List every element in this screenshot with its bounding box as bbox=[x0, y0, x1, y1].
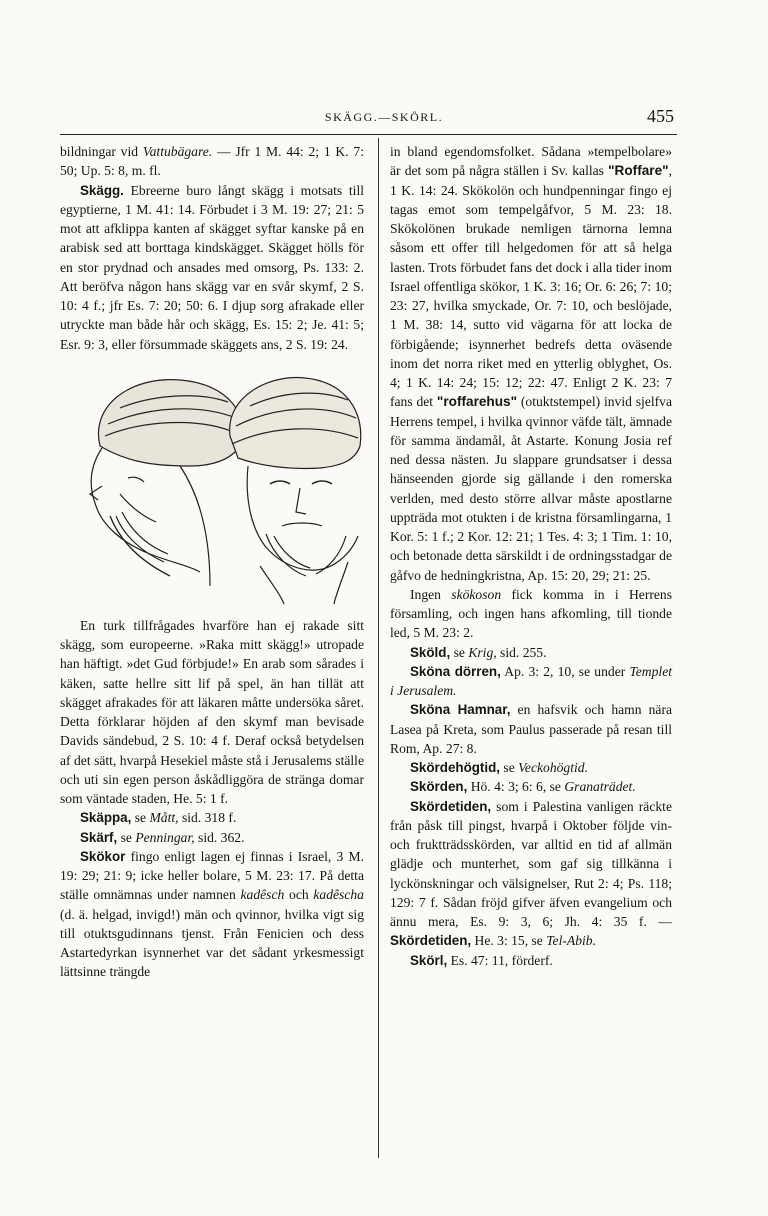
headword: Skördetiden, bbox=[390, 933, 472, 949]
headword: Sköna Hamnar, bbox=[410, 702, 511, 718]
headword: Sköna dörren, bbox=[410, 663, 501, 679]
entry-skappa: Skäppa, se Mått, sid. 318 f. bbox=[80, 810, 237, 826]
paragraph: bildningar vid Vattubägare. — Jfr 1 M. 44: 2; 1 K. 7: 50; Up. 5: 8, m. fl. bbox=[60, 144, 365, 179]
headword: Skörl, bbox=[410, 952, 448, 968]
paragraph: in bland egendomsfolket. Sådana »tempelbolare» är det som på några ställen i Sv. kallas "Roffare", 1 K. 14: 24. Skökolön och hundpenningar fingo ej tagas emot som tempelgåfvor, 5 M. 23: 18. Skökolönen brukade nemligen tärnorna lemna såsom ett offer till helgedomen för att så helga lasten. Trots förbudet fans det dock i alla tider inom Israel offentliga skökor, 1 K. 3: 16; Or. 6: 26; 7: 10; 23: 27, hvilka smyckade, Or. 7: 10, och beslöjade, 1 M. 38: 14, sutto vid vägarna för att locka de förbigående; isynnerhet bedrefs detta oväsende inom det norra riket med en ytterlig oblyghet, Os. 4; 1 K. 14: 24; 15: 12; 22: 47. Enligt 2 K. 23: 7 fans det "roffarehus" (otuktstempel) invid sjelfva Herrens tempel, i hvilka qvinnor väfde tält, ämnade för samma ändamål, åt Astarte. Konung Josia ref ned dessa nästen. Ju slappare grundsatser i dessa hänseenden gjorde sig gällande i den romerska verlden, med desto större allvar måste apostlarne uppträda mot otukten i de kristna församlingarna, 1 Kor. 5: 1 f.; 2 Kor. 12: 21; 1 Tes. 4: 3; 1 Tim. 1: 10, och betonade detta särskildt i de ordningsstadgar de gåfvo de hedningkristna, Ap. 15: 20, 29; 21: 25. bbox=[390, 144, 672, 583]
headword: Skörden, bbox=[410, 779, 468, 795]
paragraph: Ingen skökoson fick komma in i Herrens församling, och ingen hans afkomling, till tionde led, 5 M. 23: 2. bbox=[390, 586, 672, 641]
entry-skorden: Skörden, Hö. 4: 3; 6: 6, se Granaträdet. bbox=[410, 779, 636, 795]
entry-skorl: Skörl, Es. 47: 11, förderf. bbox=[410, 952, 553, 968]
left-column bbox=[60, 142, 364, 982]
entry-skold: Sköld, se Krig, sid. 255. bbox=[410, 644, 547, 660]
headword: Skökor bbox=[80, 848, 126, 864]
headword: Skärf, bbox=[80, 829, 118, 845]
page-number: 455 bbox=[647, 106, 674, 126]
headword: Skördetiden, bbox=[410, 798, 492, 814]
illustration-turbaned-men bbox=[60, 366, 364, 606]
paragraph: En turk tillfrågades hvarföre han ej rakade sitt skägg, som europeerne. »Raka mitt skägg!» utropade han häftigt. »det Gud förbjude!» En arab som sårades i käken, satte hellre sitt lif på spel, än han tillät att skägget afrakades för att läkaren måtte undersöka såret. Detta förklarar höjden af den skymf man bevisade Davids sändebud, 2 S. 10: 4 f. Deraf också betydelsen af det sätt, hvarpå Hesekiel måste stå i Jerusalems ställe och uti sin egen person åskådliggöra de stränga domar som väntade staden, He. 5: 1 f. bbox=[60, 617, 364, 806]
column-divider bbox=[378, 138, 379, 1158]
headword: Skördehögtid, bbox=[410, 760, 501, 775]
headword: Skäppa, bbox=[80, 810, 132, 826]
entry-skordetiden: Skördetiden, som i Palestina vanligen räckte från påsk till pingst, hvarpå i Oktober följde vin- och fruktträdsskörden, var alltid en tid af allmän glädje och munterhet, som gaf sig tillkänna i lyckönskningar och välsignelser, Rut 2: 4; Ps. 118; 129: 7 f. Sådan fröjd gifver äfven evangelium och ännu mera, Es. 9: 3, 6; Jh. 4: 35 f. — Skördetiden, He. 3: 15, se Tel-Abib. bbox=[390, 798, 672, 949]
entry-skona-dorren: Sköna dörren, Ap. 3: 2, 10, se under Templet i Jerusalem. bbox=[390, 663, 672, 698]
header-rule bbox=[60, 134, 677, 135]
right-column bbox=[390, 142, 672, 970]
entry-skona-hamnar: Sköna Hamnar, en hafsvik och hamn nära Lasea på Kreta, som Paulus passerade på resan till Rom, Ap. 27: 8. bbox=[390, 702, 673, 756]
entry-skokor: Skökor fingo enligt lagen ej finnas i Israel, 3 M. 19: 29; 21: 9; icke heller bolare, 5 M. 23: 17. På detta ställe omnämnas under namnen kadêsch och kadêscha (d. ä. helgad, invigd!) män och qvinnor, hvilka vigt sig till otuktsgudinnans tjenst. Från Fenicien och dess Astartedyrkan isynnerhet var det sådant yrkesmessigt lättsinne trängde bbox=[60, 848, 364, 980]
entry-skordehogtid: Skördehögtid, se Veckohögtid. bbox=[410, 760, 588, 775]
headword: Sköld, bbox=[410, 644, 451, 660]
entry-skagg: Skägg. Ebreerne buro långt skägg i motsats till egyptierne, 1 M. 41: 14. Förbudet i 3 M. 19: 27; 21: 5 mot att afklippa kanten af skägget syftar kanske på en arabisk sed att borttaga kindskägget. Skägget hölls för en stor prydnad och ansades med omsorg, Ps. 133: 2. Att beröfva någon hans skägg var en svår skymf, 2 S. 10: 4 f.; jfr Es. 7: 20; 50: 6. I djup sorg afrakade eller utryckte man både hår och skägg, Es. 15: 2; Je. 41: 5; Esr. 9: 3, eller försummade skäggets ans, 2 S. 19: 24. bbox=[60, 182, 364, 352]
headword: Skägg. bbox=[80, 182, 124, 198]
entry-skarf: Skärf, se Penningar, sid. 362. bbox=[80, 829, 245, 845]
running-header: SKÄGG.—SKÖRL. bbox=[324, 110, 444, 124]
